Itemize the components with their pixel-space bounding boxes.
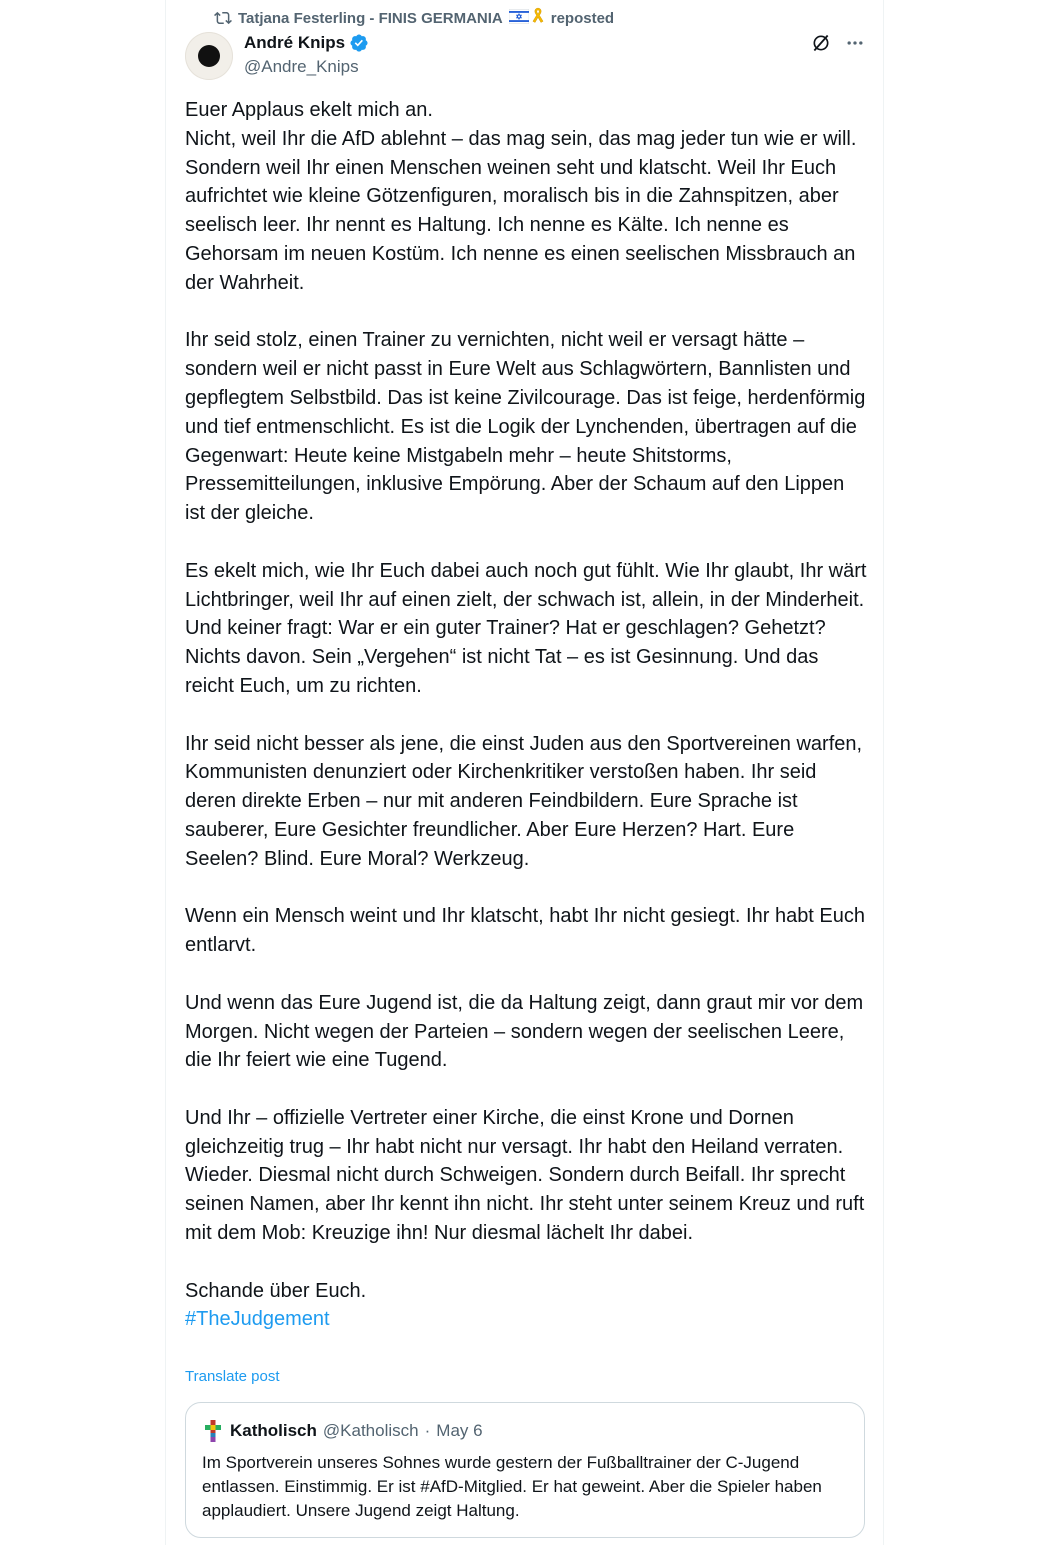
timeline-column: [165, 0, 884, 1545]
yellow-ribbon-icon: [531, 7, 545, 29]
grok-button[interactable]: [811, 32, 831, 54]
closing-line: Schande über Euch.: [185, 1279, 367, 1302]
reposter-emoji-badges: [509, 7, 545, 29]
israel-flag-icon: [509, 9, 529, 28]
post-paragraph: Ihr seid nicht besser als jene, die einst Juden aus den Sportvereinen warfen, Kommunisten denunziert oder Kirchenkritiker verstoßen haben. Ihr seid deren direkte Erben – nur mit anderen Feindbildern. Eure Sprache ist sauberer, Eure Gesichter freundlicher. Aber Eure Herzen? Hart. Eure Seelen? Blind. Eure Moral? Werkzeug.: [185, 732, 863, 870]
quoted-post[interactable]: [185, 1402, 865, 1538]
reposter-name[interactable]: Tatjana Festerling - FINIS GERMANIA: [238, 9, 503, 27]
repost-icon: [214, 9, 232, 27]
quoted-post-date[interactable]: May 6: [436, 1421, 483, 1440]
quoted-post-header: [202, 1419, 483, 1443]
post-paragraph: Es ekelt mich, wie Ihr Euch dabei auch noch gut fühlt. Wie Ihr glaubt, Ihr wärt Lichtbringer, weil Ihr auf einen zielt, der schwach ist, allein, in der Minderheit. Und keiner fragt: War er ein guter Trainer? Hat er geschlagen? Gehetzt? Nichts davon. Sein „Vergehen“ ist nicht Tat – es ist Gesinnung. Und das reicht Euch, um zu richten.: [185, 559, 867, 697]
post-paragraph: Und wenn das Eure Jugend ist, die da Haltung zeigt, dann graut mir vor dem Morgen. Nicht wegen der Parteien – sondern wegen der seelischen Leere, die Ihr feiert wie eine Tugend.: [185, 991, 864, 1072]
post-paragraph: Ihr seid stolz, einen Trainer zu vernichten, nicht weil er versagt hätte – sondern weil er nicht passt in Eure Welt aus Schlagwörtern, Bannlisten und gepflegtem Selbstbild. Das ist keine Zivilcourage. Das ist feige, herdenförmig und tief entmenschlicht. Es ist die Logik der Lynchenden, übertragen auf die Gegenwart: Heute keine Mistgabeln mehr – heute Shitstorms, Pressemitteilungen, inklusive Empörung. Aber der Schaum auf den Lippen ist der gleiche.: [185, 329, 866, 525]
verified-badge-icon[interactable]: [349, 33, 369, 53]
quoted-author-name[interactable]: Katholisch: [230, 1421, 317, 1440]
hashtag-link[interactable]: #TheJudgement: [185, 1308, 330, 1331]
translate-post-link[interactable]: Translate post: [185, 1368, 280, 1385]
reposted-label: reposted: [550, 9, 615, 27]
more-options-icon[interactable]: [845, 32, 865, 54]
post-top-actions: [811, 32, 865, 54]
post-paragraph: Und Ihr – offizielle Vertreter einer Kirche, die einst Krone und Dornen gleichzeitig trug – Ihr habt nicht nur versagt. Ihr habt den Heiland verraten. Wieder. Diesmal nicht durch Schweigen. Sondern durch Beifall. Ihr sprecht seinen Namen, aber Ihr kennt ihn nicht. Ihr steht unter seinem Kreuz und ruft mit dem Mob: Kreuzige ihn! Nur diesmal lächelt Ihr dabei.: [185, 1106, 865, 1245]
author-handle[interactable]: @Andre_Knips: [244, 57, 359, 76]
post-closing: [185, 1277, 869, 1335]
quoted-post-text: Im Sportverein unseres Sohnes wurde gestern der Fußballtrainer der C-Jugend entlassen. Einstimmig. Er ist #AfD-Mitglied. Er hat geweint. Aber die Spieler haben applaudiert. Unsere Jugend zeigt Haltung.: [202, 1453, 822, 1520]
cross-icon[interactable]: [202, 1419, 224, 1443]
author-block: [244, 32, 369, 77]
author-name[interactable]: André Knips: [244, 33, 346, 52]
post-paragraph: Wenn ein Mensch weint und Ihr klatscht, habt Ihr nicht gesiegt. Ihr habt Euch entlarvt.: [185, 905, 866, 957]
repost-indicator: [214, 8, 614, 28]
quoted-separator: ·: [424, 1421, 431, 1440]
author-avatar[interactable]: [185, 32, 233, 80]
post-text: [185, 96, 869, 1334]
post-paragraph: Euer Applaus ekelt mich an. Nicht, weil Ihr die AfD ablehnt – das mag sein, das mag jeder tun wie er will. Sondern weil Ihr einen Menschen weinen seht und klatscht. Weil Ihr Euch aufrichtet wie kleine Götzenfiguren, moralisch bis in die Zahnspitzen, aber seelisch leer. Ihr nennt es Haltung. Ich nenne es Kälte. Ich nenne es Gehorsam im neuen Kostüm. Ich nenne es einen seelischen Missbrauch an der Wahrheit.: [185, 99, 857, 294]
quoted-author-handle[interactable]: @Katholisch: [322, 1421, 419, 1440]
avatar-dot: [198, 45, 220, 67]
